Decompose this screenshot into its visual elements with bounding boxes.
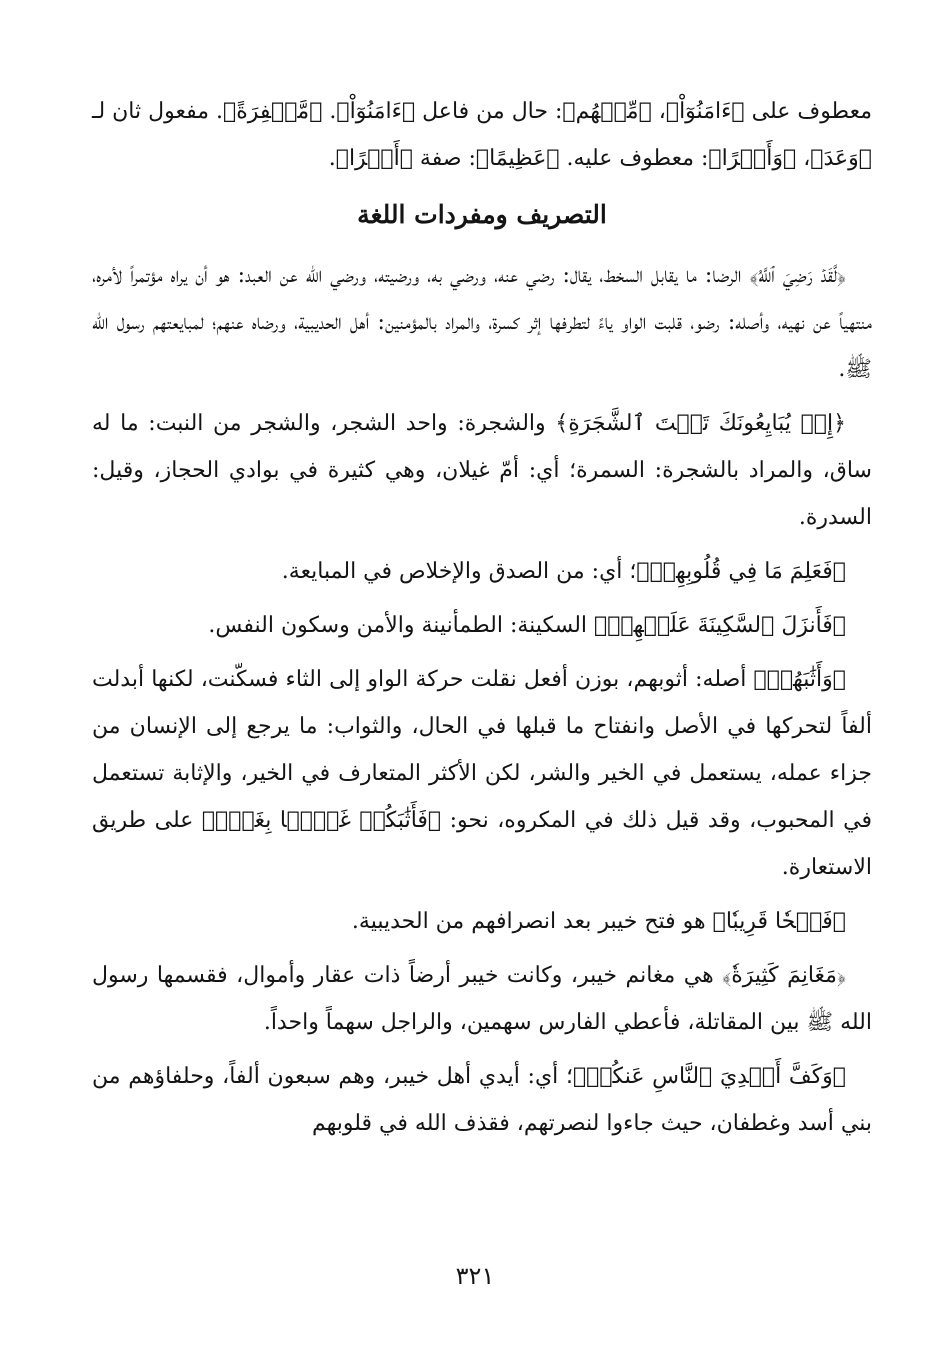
paragraph-qulubihim: ﴿فَعَلِمَ مَا فِي قُلُوبِهِمۡ﴾؛ أي: من الصدق والإخلاص في المبايعة.	[281, 559, 846, 584]
paragraph-sakina: ﴿فَأَنزَلَ ٱلسَّكِينَةَ عَلَيۡهِمۡ﴾ السكينة: الطمأنينة والأمن وسكون النفس.	[208, 613, 846, 638]
paragraph-shajara: ﴿إِذۡ يُبَايِعُونَكَ تَحۡتَ ٱلشَّجَرَةِ﴾ والشجرة: واحد الشجر، والشجر من النبت: ما له ساق، والمراد بالشجرة: السمرة؛ أي: أمّ غيلان، وهي كثيرة في بوادي الحجاز، وقيل: السدرة.	[92, 411, 872, 530]
paragraph-irab-continuation: معطوف على ﴿ءَامَنُوٓاْ﴾، ﴿مِّنۡهُم﴾: حال من فاعل ﴿ءَامَنُوٓاْ﴾. ﴿مَّغۡفِرَةً﴾. مفعول ثان لـ ﴿وَعَدَ﴾، ﴿وَأَجۡرًا﴾: معطوف عليه. ﴿عَظِيمًا﴾: صفة ﴿أَجۡرًا﴾.	[92, 99, 872, 171]
paragraph-kaffa-aydi: ﴿وَكَفَّ أَيۡدِيَ ٱلنَّاسِ عَنكُمۡ﴾؛ أي: أيدي أهل خيبر، وهم سبعون ألفاً، وحلفاؤهم من بني أسد وغطفان، حيث جاءوا لنصرتهم، فقذف الله في قلوبهم	[92, 1064, 872, 1136]
paragraph-maghanim: ﴿مَغَانِمَ كَثِيرَةٗ﴾ هي مغانم خيبر، وكانت خيبر أرضاً ذات عقار وأموال، فقسمها رسول الله ﷺ بين المقاتلة، فأعطي الفارس سهمين، والراجل سهماً واحداً.	[92, 963, 872, 1035]
page-content	[92, 88, 872, 1154]
page-number: ٣٢١	[455, 1262, 495, 1290]
paragraph-fathan-qariba: ﴿فَتۡحٗا قَرِيبٗا﴾ هو فتح خيبر بعد انصرافهم من الحديبية.	[351, 909, 846, 934]
paragraph-athabahum: ﴿وَأَثَٰبَهُمۡ﴾ أصله: أثوبهم، بوزن أفعل نقلت حركة الواو إلى الثاء فسكّنت، لكنها أبدلت ألفاً لتحركها في الأصل وانفتاح ما قبلها في الحال، والثواب: ما يرجع إلى الإنسان من جزاء عمله، يستعمل في الخير والشر، لكن الأكثر المتعارف في الخير، والإثابة تستعمل في المحبوب، وقد قيل ذلك في المكروه، نحو: ﴿فَأَثَٰبَكُمۡ غَمَّۢا بِغَمّٖ﴾ على طريق الاستعارة.	[92, 667, 872, 880]
paragraph-rida: ﴿لَّقَدۡ رَضِيَ ٱللَّهُ﴾ الرضا: ما يقابل السخط، يقال: رضي عنه، ورضي به، ورضيته، ورضي الله عن العبد: هو أن يراه مؤتمراً لأمره، منتهياً عن نهيه، وأصله: رضو، قلبت الواو ياءً لتطرفها إثر كسرة، والمراد بالمؤمنين: أهل الحديبية، ورضاه عنهم؛ لمبايعتهم رسول الله ﷺ.	[92, 263, 872, 382]
section-heading: التصريف ومفردات اللغة	[357, 200, 607, 229]
